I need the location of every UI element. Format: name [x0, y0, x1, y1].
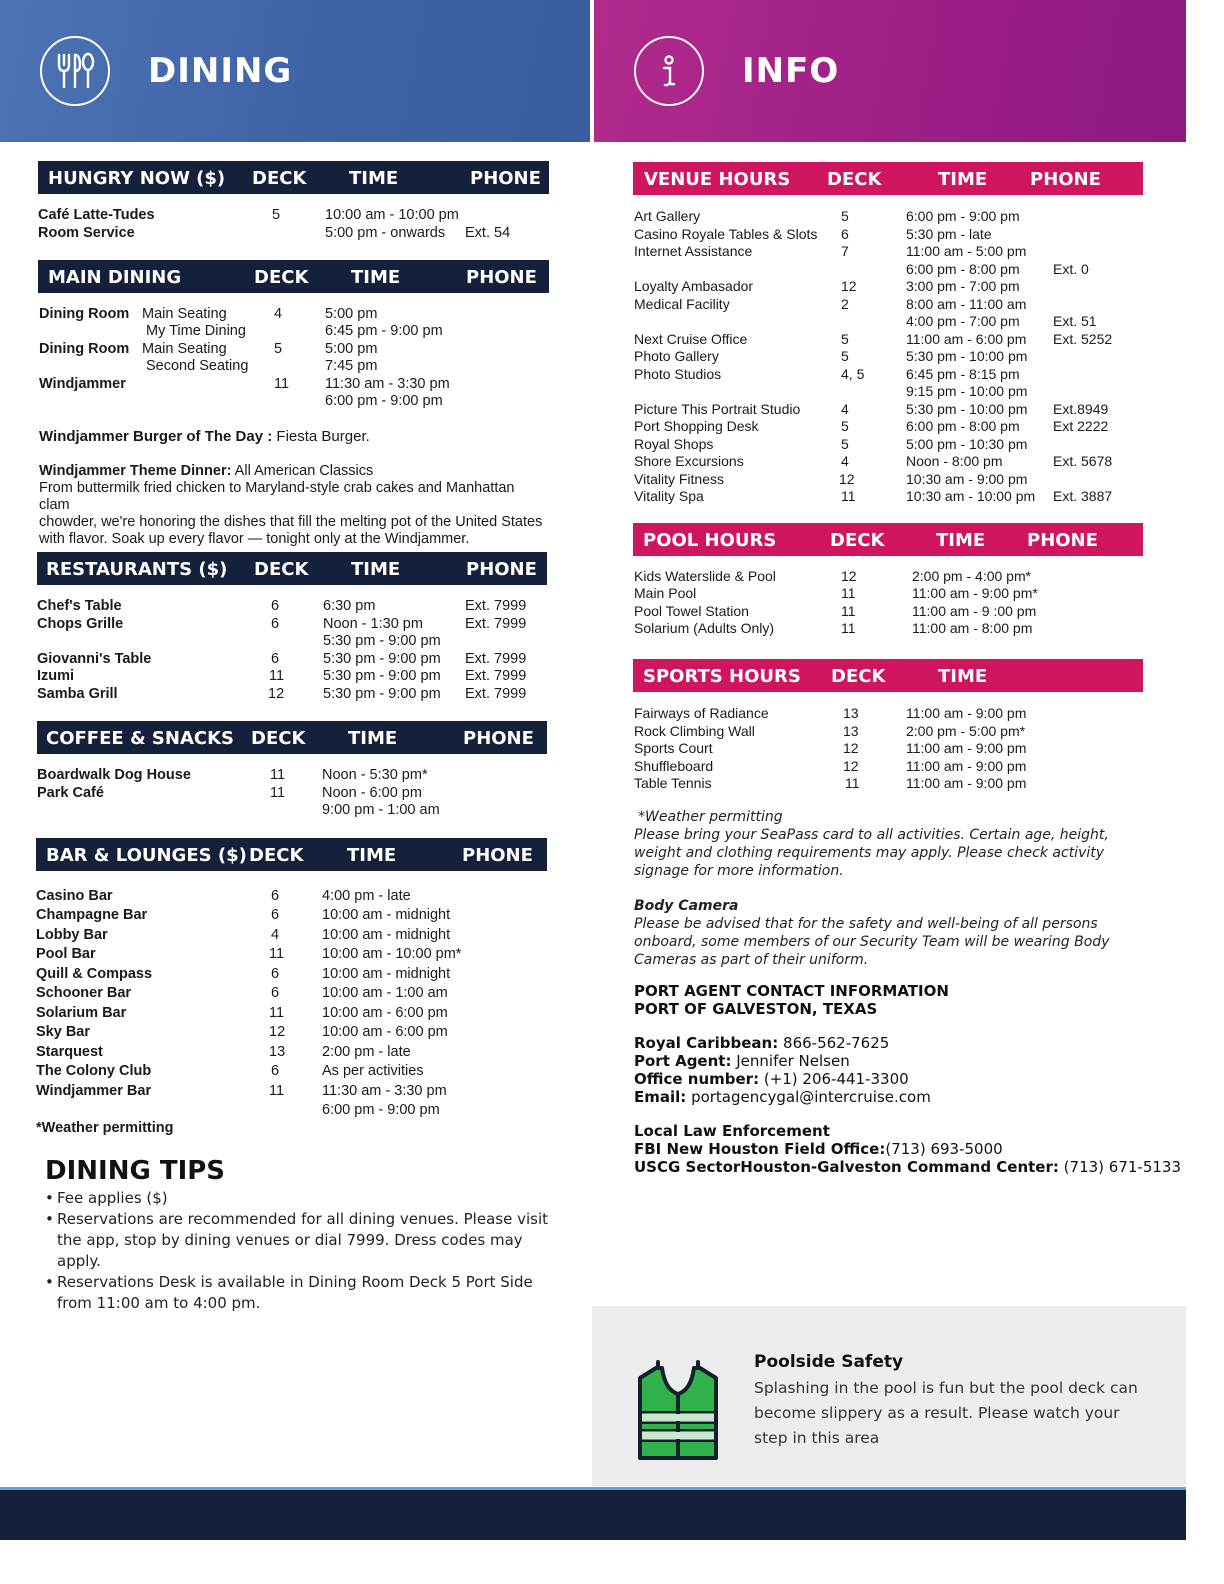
venue-phone: Ext. 51 [1053, 313, 1097, 329]
venue-deck: 11 [841, 488, 856, 504]
venue-time: 11:00 am - 9:00 pm* [912, 585, 1038, 601]
venue-name: Giovanni's Table [37, 651, 152, 667]
venue-name: Photo Gallery [634, 348, 719, 364]
venue-time: 11:00 am - 9:00 pm [906, 758, 1027, 774]
venue-time: 11:00 am - 6:00 pm [906, 331, 1027, 347]
venue-time: 5:30 pm - 10:00 pm [906, 401, 1028, 417]
venue-name: Lobby Bar [36, 927, 108, 943]
time-column-header: TIME [347, 845, 397, 866]
venue-phone: Ext. 5252 [1053, 331, 1113, 347]
venue-name: Photo Studios [634, 366, 722, 382]
venue-time: 11:30 am - 3:30 pm [325, 376, 450, 392]
venue-deck: 5 [274, 341, 283, 357]
venue-deck: 5 [272, 207, 281, 223]
pool-hours-header [633, 523, 1143, 556]
venue-name: Casino Royale Tables & Slots [634, 226, 818, 242]
venue-name: Pool Towel Station [634, 603, 749, 619]
venue-deck: 12 [841, 568, 857, 584]
port-agent-name: Jennifer Nelsen [736, 1052, 850, 1070]
email-label: Email: [634, 1088, 687, 1106]
venue-time: 5:30 pm - 9:00 pm [323, 633, 441, 649]
main-dining-rows [38, 293, 549, 423]
hungry-now-rows [38, 194, 549, 254]
venue-time: 5:00 pm [325, 306, 378, 322]
venue-phone: Ext. 54 [465, 225, 511, 241]
venue-time: 6:30 pm [323, 598, 376, 614]
venue-time: 2:00 pm - 5:00 pm* [906, 723, 1026, 739]
pool-hours-section [633, 523, 1143, 646]
body-camera-text: Please be advised that for the safety and well-being of all persons onboard, some members of our Security Team will be wearing Body Cameras as part of their uniform. [634, 916, 1110, 968]
venue-phone: Ext. 7999 [465, 598, 527, 614]
time-column-header: TIME [351, 559, 401, 580]
venue-hours-header [633, 162, 1143, 195]
venue-time: 11:00 am - 9:00 pm [906, 705, 1027, 721]
seating-label: Main Seating [142, 341, 227, 357]
port-agent-heading: PORT AGENT CONTACT INFORMATION [634, 982, 949, 1000]
venue-name: Sky Bar [36, 1024, 91, 1040]
venue-name: Dining Room [39, 306, 130, 322]
venue-time: 10:30 am - 9:00 pm [906, 471, 1028, 487]
hungry-now-section [38, 161, 549, 254]
deck-column-header: DECK [827, 169, 882, 190]
venue-deck: 5 [841, 331, 849, 347]
venue-deck: 11 [845, 775, 860, 791]
section-title: BAR & LOUNGES ($) [46, 845, 247, 866]
venue-time: 4:00 pm - late [322, 888, 411, 904]
venue-name: Next Cruise Office [634, 331, 748, 347]
venue-deck: 12 [843, 758, 859, 774]
coffee-header [37, 721, 547, 754]
venue-name: Starquest [36, 1044, 103, 1060]
venue-time: 10:00 am - 1:00 am [322, 985, 448, 1001]
venue-name: Shore Excursions [634, 453, 744, 469]
venue-time: 3:00 pm - 7:00 pm [906, 278, 1020, 294]
venue-deck: 13 [269, 1044, 286, 1060]
venue-name: Quill & Compass [36, 966, 153, 982]
venue-deck: 6 [841, 226, 849, 242]
venue-deck: 4 [271, 927, 280, 943]
venue-name: Kids Waterslide & Pool [634, 568, 776, 584]
bars-rows [36, 871, 547, 1121]
venue-time: 6:00 pm - 9:00 pm [906, 208, 1020, 224]
deck-column-header: DECK [830, 530, 885, 551]
list-item: • Reservations are recommended for all dining venues. Please visit the app, stop by dining venues or dial 7999. Dress codes may apply. [45, 1209, 565, 1272]
venue-name: Loyalty Ambasador [634, 278, 754, 294]
venue-phone: Ext. 7999 [465, 651, 527, 667]
venue-name: Pool Bar [36, 946, 96, 962]
port-agent-contacts [634, 1034, 931, 1106]
venue-deck: 11 [841, 620, 856, 636]
venue-phone: Ext. 7999 [465, 616, 527, 632]
venue-phone: Ext. 5678 [1053, 453, 1113, 469]
info-icon [634, 36, 704, 106]
venue-name: Main Pool [634, 585, 697, 601]
venue-deck: 12 [839, 471, 855, 487]
venue-phone: Ext. 0 [1053, 261, 1089, 277]
venue-deck: 6 [271, 598, 280, 614]
uscg-label: USCG SectorHouston-Galveston Command Center: [634, 1158, 1059, 1176]
venue-deck: 12 [843, 740, 859, 756]
venue-name: Sports Court [634, 740, 713, 756]
safety-text: Splashing in the pool is fun but the pool deck can become slippery as a result. Please watch your step in this area [754, 1379, 1138, 1447]
venue-phone: Ext. 3887 [1053, 488, 1113, 504]
section-title: VENUE HOURS [644, 169, 791, 190]
deck-column-header: DECK [249, 845, 304, 866]
venue-deck: 7 [841, 243, 849, 259]
venue-time: 10:00 am - midnight [322, 907, 451, 923]
footer-bar [0, 1490, 1186, 1540]
main-dining-header [38, 260, 549, 293]
venue-time: 10:00 am - midnight [322, 966, 451, 982]
body-camera-title: Body Camera [634, 898, 739, 914]
venue-name: Chef's Table [37, 598, 122, 614]
venue-time: 9:00 pm - 1:00 am [322, 802, 440, 818]
royal-caribbean-phone: 866-562-7625 [783, 1034, 890, 1052]
body-camera-note [634, 897, 1124, 969]
venue-deck: 4 [841, 401, 849, 417]
seating-label: My Time Dining [146, 323, 246, 339]
venue-name: Vitality Fitness [634, 471, 724, 487]
venue-name: Port Shopping Desk [634, 418, 759, 434]
venue-phone: Ext. 7999 [465, 668, 527, 684]
venue-deck: 11 [841, 585, 856, 601]
venue-deck: 11 [269, 1083, 285, 1099]
section-title: MAIN DINING [48, 267, 182, 288]
venue-deck: 12 [841, 278, 857, 294]
deck-column-header: DECK [831, 666, 886, 687]
venue-deck: 6 [271, 907, 280, 923]
section-title: HUNGRY NOW ($) [48, 168, 226, 189]
venue-name: Schooner Bar [36, 985, 132, 1001]
venue-deck: 12 [269, 1024, 286, 1040]
venue-deck: 11 [269, 946, 285, 962]
section-title: RESTAURANTS ($) [46, 559, 228, 580]
email-address: portagencygal@intercruise.com [691, 1088, 931, 1106]
sports-hours-header [633, 659, 1143, 692]
theme-description: chowder, we're honoring the dishes that fill the melting pot of the United States [39, 514, 543, 530]
venue-name: Rock Climbing Wall [634, 723, 755, 739]
venue-deck: 6 [271, 651, 280, 667]
venue-name: Fairways of Radiance [634, 705, 769, 721]
venue-time: 6:00 pm - 8:00 pm [906, 418, 1020, 434]
venue-name: The Colony Club [36, 1063, 152, 1079]
deck-column-header: DECK [251, 728, 306, 749]
theme-value: All American Classics [234, 463, 374, 479]
venue-time: 6:45 pm - 8:15 pm [906, 366, 1020, 382]
law-enforcement-title: Local Law Enforcement [634, 1122, 830, 1140]
office-number-label: Office number: [634, 1070, 760, 1088]
venue-name: Casino Bar [36, 888, 113, 904]
venue-deck: 11 [269, 668, 285, 684]
venue-deck: 6 [271, 966, 280, 982]
venue-time: 11:30 am - 3:30 pm [322, 1083, 447, 1099]
venue-time: Noon - 1:30 pm [323, 616, 423, 632]
venue-time: 6:00 pm - 9:00 pm [325, 393, 443, 409]
phone-column-header: PHONE [1030, 169, 1101, 190]
weather-note: *Weather permitting [638, 809, 783, 825]
venue-name: Picture This Portrait Studio [634, 401, 801, 417]
phone-column-header: PHONE [466, 559, 537, 580]
venue-phone: Ext 2222 [1053, 418, 1109, 434]
venue-name: Shuffleboard [634, 758, 714, 774]
fbi-label: FBI New Houston Field Office: [634, 1140, 886, 1158]
venue-time: 11:00 am - 8:00 pm [912, 620, 1033, 636]
dining-tips-list [45, 1188, 565, 1314]
time-column-header: TIME [348, 728, 398, 749]
venue-time: 10:00 am - midnight [322, 927, 451, 943]
time-column-header: TIME [351, 267, 401, 288]
venue-time: 5:00 pm - 10:30 pm [906, 436, 1028, 452]
venue-deck: 13 [843, 705, 859, 721]
venue-deck: 11 [269, 1005, 285, 1021]
venue-name: Park Café [37, 785, 104, 801]
phone-column-header: PHONE [466, 267, 537, 288]
poolside-safety-panel [592, 1306, 1186, 1488]
venue-time: 5:00 pm [325, 341, 378, 357]
sports-hours-section [633, 659, 1143, 802]
restaurants-section [37, 552, 547, 715]
time-column-header: TIME [938, 666, 988, 687]
venue-time: 6:45 pm - 9:00 pm [325, 323, 443, 339]
venue-deck: 2 [841, 296, 849, 312]
restaurants-rows [37, 585, 547, 715]
weather-note: *Weather permitting [36, 1120, 174, 1136]
coffee-rows [37, 754, 547, 844]
venue-time: 11:00 am - 9:00 pm [906, 775, 1027, 791]
sports-hours-rows [633, 692, 1143, 802]
venue-deck: 5 [841, 436, 849, 452]
venue-time: 9:15 pm - 10:00 pm [906, 383, 1028, 399]
utensils-icon [40, 36, 110, 106]
uscg-phone: (713) 671-5133 [1063, 1158, 1181, 1176]
deck-column-header: DECK [252, 168, 307, 189]
venue-name: Café Latte-Tudes [38, 207, 155, 223]
venue-phone: Ext. 7999 [465, 686, 527, 702]
venue-time: Noon - 5:30 pm* [322, 767, 428, 783]
phone-column-header: PHONE [462, 845, 533, 866]
venue-name: Royal Shops [634, 436, 714, 452]
dining-banner [0, 0, 590, 142]
seating-label: Second Seating [146, 358, 249, 374]
venue-time: 2:00 pm - 4:00 pm* [912, 568, 1032, 584]
hungry-now-header [38, 161, 549, 194]
venue-time: 10:00 am - 6:00 pm [322, 1024, 448, 1040]
office-number: (+1) 206-441-3300 [763, 1070, 909, 1088]
law-enforcement [634, 1122, 1181, 1176]
venue-deck: 11 [841, 603, 856, 619]
venue-time: 5:30 pm - late [906, 226, 992, 242]
venue-time: 6:00 pm - 8:00 pm [906, 261, 1020, 277]
venue-time: 8:00 am - 11:00 am [906, 296, 1027, 312]
venue-deck: 11 [274, 376, 290, 392]
time-column-header: TIME [349, 168, 399, 189]
fbi-phone: (713) 693-5000 [885, 1140, 1003, 1158]
venue-time: 5:30 pm - 10:00 pm [906, 348, 1028, 364]
list-item: • Fee applies ($) [45, 1188, 565, 1209]
venue-name: Chops Grille [37, 616, 124, 632]
bars-header [36, 838, 547, 871]
venue-time: 10:30 am - 10:00 pm [906, 488, 1036, 504]
venue-time: 11:00 am - 9 :00 pm [912, 603, 1037, 619]
venue-deck: 11 [270, 767, 286, 783]
venue-deck: 4 [274, 306, 283, 322]
burger-value: Fiesta Burger. [276, 428, 370, 445]
venue-name: Medical Facility [634, 296, 730, 312]
theme-dinner [39, 463, 549, 548]
burger-label: Windjammer Burger of The Day : [39, 428, 273, 445]
info-notes [634, 808, 1124, 880]
dining-tips-title: DINING TIPS [45, 1156, 226, 1186]
venue-name: Table Tennis [634, 775, 712, 791]
venue-time: Noon - 8:00 pm [906, 453, 1003, 469]
venue-name: Boardwalk Dog House [37, 767, 191, 783]
venue-deck: 6 [271, 888, 280, 904]
royal-caribbean-label: Royal Caribbean: [634, 1034, 779, 1052]
theme-description: From buttermilk fried chicken to Maryland-style crab cakes and Manhattan clam [39, 480, 515, 513]
venue-name: Vitality Spa [634, 488, 704, 504]
seapass-note: Please bring your SeaPass card to all activities. Certain age, height, weight and clothing requirements may apply. Please check activity signage for more information. [634, 827, 1109, 879]
venue-time: 10:00 am - 6:00 pm [322, 1005, 448, 1021]
venue-name: Room Service [38, 225, 135, 241]
venue-name: Solarium (Adults Only) [634, 620, 775, 636]
section-title: COFFEE & SNACKS [46, 728, 235, 749]
venue-time: 11:00 am - 9:00 pm [906, 740, 1027, 756]
venue-time: 5:00 pm - onwards [325, 225, 446, 241]
port-agent-title [634, 982, 949, 1018]
info-banner [594, 0, 1186, 142]
seating-label: Main Seating [142, 306, 227, 322]
section-title: SPORTS HOURS [643, 666, 801, 687]
deck-column-header: DECK [254, 267, 309, 288]
burger-of-the-day [39, 428, 370, 445]
venue-time: 5:30 pm - 9:00 pm [323, 686, 441, 702]
phone-column-header: PHONE [470, 168, 541, 189]
venue-deck: 5 [841, 208, 849, 224]
venue-name: Izumi [37, 668, 75, 684]
port-name-heading: PORT OF GALVESTON, TEXAS [634, 1000, 878, 1018]
time-column-header: TIME [938, 169, 988, 190]
deck-column-header: DECK [254, 559, 309, 580]
coffee-section [37, 721, 547, 844]
safety-title: Poolside Safety [754, 1352, 904, 1372]
list-item: • Reservations Desk is available in Dining Room Deck 5 Port Side from 11:00 am to 4:00 pm. [45, 1272, 565, 1314]
venue-deck: 5 [841, 348, 849, 364]
venue-deck: 6 [271, 985, 280, 1001]
venue-hours-section [633, 162, 1143, 505]
venue-name: Art Gallery [634, 208, 701, 224]
venue-name: Windjammer [39, 376, 126, 392]
time-column-header: TIME [936, 530, 986, 551]
pool-hours-rows [633, 556, 1143, 646]
venue-name: Dining Room [39, 341, 130, 357]
venue-deck: 6 [271, 1063, 280, 1079]
venue-time: 5:30 pm - 9:00 pm [323, 651, 441, 667]
life-vest-icon [636, 1360, 720, 1469]
bars-section [36, 838, 547, 1121]
venue-name: Champagne Bar [36, 907, 148, 923]
venue-deck: 12 [268, 686, 285, 702]
venue-deck: 11 [270, 785, 286, 801]
theme-description: with flavor. Soak up every flavor — tonight only at the Windjammer. [39, 531, 470, 547]
theme-label: Windjammer Theme Dinner: [39, 463, 232, 479]
section-title: POOL HOURS [643, 530, 777, 551]
venue-hours-rows [633, 195, 1143, 505]
venue-time: As per activities [322, 1063, 424, 1079]
venue-deck: 6 [271, 616, 280, 632]
venue-deck: 13 [843, 723, 859, 739]
phone-column-header: PHONE [1027, 530, 1098, 551]
venue-time: 6:00 pm - 9:00 pm [322, 1102, 440, 1118]
venue-time: 4:00 pm - 7:00 pm [906, 313, 1020, 329]
venue-time: 10:00 am - 10:00 pm [325, 207, 459, 223]
venue-time: 2:00 pm - late [322, 1044, 411, 1060]
venue-time: 11:00 am - 5:00 pm [906, 243, 1027, 259]
venue-name: Samba Grill [37, 686, 118, 702]
info-title: INFO [742, 51, 840, 91]
restaurants-header [37, 552, 547, 585]
venue-time: 10:00 am - 10:00 pm* [322, 946, 462, 962]
venue-deck: 5 [841, 418, 849, 434]
venue-name: Solarium Bar [36, 1005, 127, 1021]
venue-phone: Ext.8949 [1053, 401, 1109, 417]
venue-time: 5:30 pm - 9:00 pm [323, 668, 441, 684]
port-agent-label: Port Agent: [634, 1052, 732, 1070]
venue-name: Internet Assistance [634, 243, 753, 259]
venue-deck: 4 [841, 453, 849, 469]
venue-time: Noon - 6:00 pm [322, 785, 422, 801]
main-dining-section [38, 260, 549, 423]
venue-name: Windjammer Bar [36, 1083, 152, 1099]
venue-time: 7:45 pm [325, 358, 378, 374]
dining-title: DINING [148, 51, 293, 91]
venue-deck: 4, 5 [841, 366, 865, 382]
phone-column-header: PHONE [463, 728, 534, 749]
